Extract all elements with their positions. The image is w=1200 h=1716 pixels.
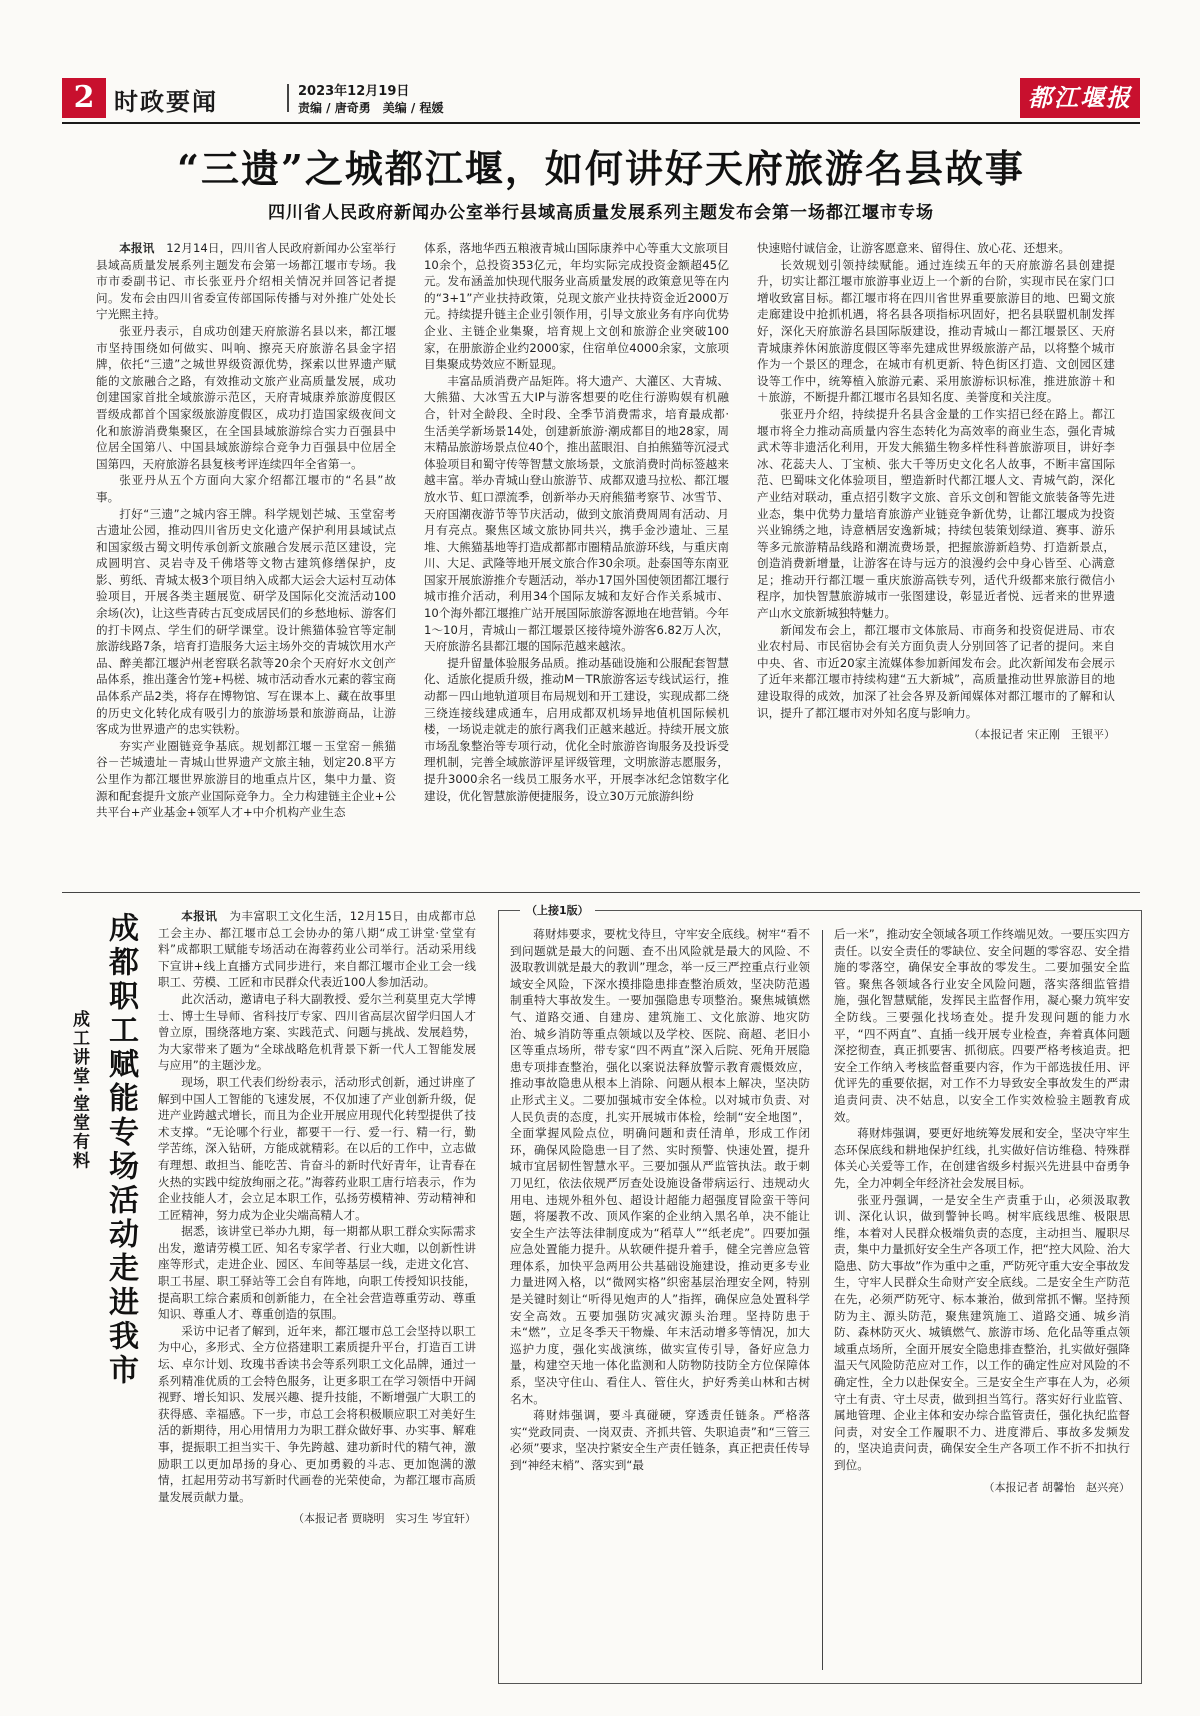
article1-column-3 <box>757 240 1115 886</box>
article3-paragraph: 后一米”，推动安全领域各项工作终端见效。一要压实四方责任。以安全责任的零缺位、安全问题的零容忍、安全措施的零落空，确保安全事故的零发生。二要加强安全监管。聚焦各领域各行业安全风险问题，落实落细监管措施，强化智慧赋能，发挥民主监督作用，凝心聚力筑牢安全防线。三要强化找场查处。提升发现问题的能力水平，“四不两直”、直插一线开展专业检查，奔着真体问题深挖彻查，真正抓要害、抓彻底。四要严格考核追责。把安全工作纳入考核监督重要内容，作为干部选拔任用、评优评先的重要依据，对工作不力导致安全事故发生的严肃追责问责、决不姑息，以安全工作实效检验主题教育成效。 <box>834 927 1130 1124</box>
section-name: 时政要闻 <box>114 88 218 116</box>
article2-body <box>158 908 476 1692</box>
article1-paragraph: 夯实产业圈链竞争基底。规划都江堰－玉堂窑－熊猫谷－芒城遗址－青城山世界遗产文旅主轴，划定20.8平方公里作为都江堰世界旅游目的地重点片区，集中力量、资源和配套提升文旅产业国际竞争力。全力构建链主企业+公共平台+产业基金+领军人才+中介机构产业生态 <box>96 738 396 820</box>
box-column-divider <box>822 930 823 1670</box>
section-divider <box>62 892 1140 893</box>
article2-paragraph: 据悉，该讲堂已举办九期，每一期都从职工群众实际需求出发，邀请劳模工匠、知名专家学者、行业大咖，以创新性讲座等形式，走进企业、园区、车间等基层一线，走进文化宫、职工书屋、职工驿站等工会自有阵地，向职工传授知识技能，提高职工综合素质和创新能力，在全社会营造尊重劳动、尊重知识、尊重人才、尊重创造的氛围。 <box>158 1224 476 1322</box>
article1-paragraph: 张亚丹从五个方面向大家介绍都江堰市的“名县”故事。 <box>96 473 396 504</box>
article1-column-1 <box>96 240 396 880</box>
article2-subheadline: 成工讲堂·堂堂有料 <box>69 1010 89 1171</box>
article3-paragraph: 蒋财炜强调，要斗真碰硬，穿透责任链条。严格落实“党政同责、一岗双责、齐抓共管、失职追责”和“三管三必须”要求，坚决拧紧安全生产责任链条，真正把责任传导到“神经末梢”、落实到“最 <box>510 1408 810 1472</box>
article1-paragraph: 丰富品质消费产品矩阵。将大遗产、大灌区、大青城、大熊猫、大冰雪五大IP与游客想要的吃住行游购娱有机融合，针对全龄段、全时段、全季节消费需求，培育最成都·生活美学新场景14处，创建新旅游·潮成都目的地28家，周末精品旅游场景点位40个，推出蓝眼泪、自拍熊猫等沉浸式体验项目和蜀守传等智慧文旅场景，文旅消费时尚标签越来越丰富。举办青城山登山旅游节、成都双遗马拉松、都江堰放水节、虹口漂流季，创新举办天府熊猫考察节、冰雪节、天府国潮夜游节等节庆活动，做到文旅消费周周有活动、月月有亮点。聚焦区域文旅协同共兴，携手金沙遗址、三星堆、大熊猫基地等打造成都都市圈精品旅游环线，与重庆南川、大足、武隆等地开展文旅合作30余项。赴泰国等东南亚国家开展旅游推介专题活动，举办17国外国使领团都江堰行城市推介活动，利用34个国际友城和友好合作关系城市、10个海外都江堰推广站开展国际旅游客源地在地营销。今年1～10月，青城山－都江堰景区接待境外游客6.82万人次，天府旅游名县都江堰的国际范越来越浓。 <box>424 373 729 654</box>
article1-paragraph: 新闻发布会上，都江堰市文体旅局、市商务和投资促进局、市农业农村局、市民宿协会有关方面负责人分别回答了记者的提问。来自中央、省、市近20家主流媒体参加新闻发布会。此次新闻发布会展示了近年来都江堰市持续构建“五大新城”，高质量推动世界旅游目的地建设取得的成效，加深了社会各界及新闻媒体对都江堰市的了解和认识，提升了都江堰市对外知名度与影响力。 <box>757 622 1115 720</box>
article1-paragraph: 长效规划引领持续赋能。通过连续五年的天府旅游名县创建提升，切实让都江堰市旅游事业迈上一个新的台阶，实现市民在家门口增收致富目标。都江堰市将在四川省世界重要旅游目的地、巴蜀文旅走廊建设中抢抓机遇，将名县各项指标巩固好，把名县联盟机制发挥好，深化天府旅游名县国际版建设，推动青城山－都江堰景区、天府青城康养休闲旅游度假区等率先建成世界级旅游产品，以将整个城市作为一个景区的理念，在城市有机更新、特色街区打造、文创园区建设等工作中，统筹植入旅游元素、采用旅游标识标准，推进旅游＋和＋旅游，不断提升都江堰市名县知名度、美誉度和关注度。 <box>757 257 1115 405</box>
article2-paragraph: 采访中记者了解到，近年来，都江堰市总工会坚持以职工为中心，多形式、全方位搭建职工素质提升平台，打造百工讲坛、卓尔计划、玫瑰书香读书会等系列职工文化品牌，通过一系列精准优质的工会特色服务，让更多职工在学习领悟中开阔视野、增长知识、发展兴趣、提升技能，不断增强广大职工的获得感、幸福感。下一步，市总工会将积极顺应职工对美好生活的新期待，用心用情用力为职工群众做好事、办实事、解难事，提振职工担当实干、争先跨越、建功新时代的精气神，激励职工以更加昂扬的身心、更加勇毅的斗志、更加饱满的激情，扛起用劳动书写新时代画卷的光荣使命，为都江堰市高质量发展贡献力量。 <box>158 1323 476 1504</box>
article2-paragraph: 此次活动，邀请电子科大副教授、爱尔兰利莫里克大学博士、博士生导师、省科技厅专家、四川省高层次留学归国人才曾立原，围绕落地方案、实践范式、问题与挑战、发展趋势，为大家带来了题为“全球战略危机背景下新一代人工智能发展与应用”的主题沙龙。 <box>158 991 476 1073</box>
article1-headline: “三遗”之城都江堰，如何讲好天府旅游名县故事 <box>177 146 1025 191</box>
article2-headline: 成都职工赋能专场活动走进我市 <box>103 912 138 1388</box>
continued-tag: （上接1版） <box>520 902 595 918</box>
lead-tag: 本报讯 <box>181 909 218 923</box>
article1-paragraph: 本报讯 12月14日，四川省人民政府新闻办公室举行县域高质量发展系列主题发布会第一场都江堰市专场。我市市委副书记、市长张亚丹介绍相关情况并回答记者提问。发布会由四川省委宣传部国际传播与对外推广处处长宁光熙主持。 <box>96 241 396 322</box>
header-rule <box>62 122 1140 124</box>
article1-paragraph: 张亚丹介绍，持续提升名县含金量的工作实招已经在路上。都江堰市将全力推动高质量内容生态转化为高效率的商业生态，强化青城武术等非遗活化利用，开发大熊猫生物多样性科普旅游项目，讲好李冰、花蕊夫人、丁宝桢、张大千等历史文化名人故事，不断丰富国际范、巴蜀味文化体验项目，塑造新时代都江堰人文、青城气韵，深化产业结对联动，重点招引数字文旅、音乐文创和智能文旅装备等先进业态，集中优势力量培育旅游产业链竞争新优势，让都江堰成为投资兴业锦绣之地，诗意栖居安逸新城；持续包装策划绿道、赛事、游乐等多元旅游精品线路和潮流费场景，把握旅游新趋势、打造新景点，创造消费新增量，让游客在诗与远方的浪漫约会中身心皆至、心满意足；推动开行都江堰－重庆旅游高铁专列，适代升级都来旅行微信小程序，加快智慧旅游城市一张图建设，彰显近者悦、远者来的世界遗产山水文旅新城独特魅力。 <box>757 406 1115 621</box>
article3-paragraph: 张亚丹强调，一是安全生产责重于山，必须汲取教训、深化认识，做到警钟长鸣。树牢底线思维、极限思维，本着对人民群众极端负责的态度，主动担当、履职尽责，集中力量抓好安全生产各项工作，把“控大风险、治大隐患、防大事故”作为重中之重，严防死守重大安全事故发生，守牢人民群众生命财产安全底线。二是安全生产防范在先，必须严防死守、标本兼治，做到常抓不懈。坚持预防为主、源头防范，聚焦建筑施工、道路交通、城乡消防、森林防灭火、城镇燃气、旅游市场、危化品等重点领域重点场所，全面开展安全隐患排查整治，扎实做好强降温天气风险防范应对工作，以工作的确定性应对风险的不确定性，全力以赴保安全。三是安全生产事在人为，必须守土有责、守土尽责，做到担当笃行。落实好行业监管、属地管理、企业主体和安办综合监管责任，强化执纪监督问责，对安全工作履职不力、进度滞后、事故多发频发的，坚决追责问责，确保安全生产各项工作不折不扣执行到位。 <box>834 1192 1130 1472</box>
lead-tag: 本报讯 <box>119 241 155 255</box>
article1-paragraph: 快速赔付诚信金，让游客愿意来、留得住、放心花、还想来。 <box>757 241 1071 255</box>
article1-paragraph: 体系，落地华西五粮液青城山国际康养中心等重大文旅项目10余个，总投资353亿元，年均实际完成投资金额超45亿元。发布涵盖加快现代服务业高质量发展的政策意见等在内的“3+1”产业扶持政策，兑现文旅产业扶持资金近2000万元。持续提升链主企业引领作用，引导文旅业务有序向优势企业、主链企业集聚，培育规上文创和旅游企业突破100家，在册旅游企业约2000家，住宿单位4000余家，文旅项目集聚成势效应不断显现。 <box>424 241 729 372</box>
article1-paragraph: 打好“三遗”之城内容王牌。科学规划芒城、玉堂窑考古遗址公园，推动四川省历史文化遗产保护利用县域试点和国家级古蜀文明传承创新文旅融合发展示范区建设，完成圆明宫、灵岩寺及千佛塔等文物古建筑修缮保护，皮影、剪纸、青城太极3个项目纳入成都大运会大运村互动体验项目，开展各类主题展览、研学及国际化交流活动100余场(次)，让这些青砖古瓦变成居民们的乡愁地标、游客们的打卡网点、学生们的研学课堂。设计熊猫体验官等定制旅游线路7条，培育打造服务大运主场外交的青城饮用水产品、醉美都江堰泸州老窖联名款等20余个天府好水文创产品体系，推出蓬舍竹笼+杩槎、城市活动香水元素的蓉宝商品体系产品2类，将存在博物馆、写在课本上、藏在故事里的历史文化转化成有吸引力的旅游场景和旅游商品，让游客成为世界遗产的忠实铁粉。 <box>96 506 396 737</box>
masthead-logo: 都江堰报 <box>1020 78 1140 118</box>
article2-byline: （本报记者 贾晓明 实习生 岑宜轩） <box>293 1512 476 1526</box>
article1-subheadline: 四川省人民政府新闻办公室举行县域高质量发展系列主题发布会第一场都江堰市专场 <box>268 203 934 223</box>
article3-paragraph: 蒋财炜强调，要更好地统筹发展和安全，坚决守牢生态环保底线和耕地保护红线，扎实做好信访维稳、特殊群体关心关爱等工作，在创建省级乡村振兴先进县中奋勇争先，全力冲刺全年经济社会发展目标。 <box>834 1126 1130 1190</box>
article1-paragraph: 张亚丹表示，自成功创建天府旅游名县以来，都江堰市坚持围绕如何做实、叫响、擦亮天府旅游名县金字招牌，依托“三遗”之城世界级资源优势，探索以世界遗产赋能的文旅融合之路，有效推动文旅产业高质量发展，成功创建国家首批全域旅游示范区，天府青城康养旅游度假区晋级成都首个国家级旅游度假区，成功打造国家级夜间文化和旅游消费集聚区，在全国县域旅游综合实力百强县中位居全国第八、中国县域旅游综合竞争力百强县中位居全国第四，天府旅游名县复核考评连续四年全省第一。 <box>96 323 396 471</box>
article3-column-2 <box>834 926 1130 1674</box>
article1-byline: （本报记者 宋正刚 王银平） <box>968 728 1115 742</box>
issue-date: 2023年12月19日 <box>298 84 410 99</box>
article2-paragraph: 本报讯 为丰富职工文化生活，12月15日，由成都市总工会主办、都江堰市总工会协办的第八期“成工讲堂·堂堂有料”成都职工赋能专场活动在海蓉药业公司举行。活动采用线下宣讲+线上直播方式同步进行，来自都江堰市企业工会一线职工、劳模、工匠和市民群众代表近100人参加活动。 <box>158 909 476 990</box>
article1-column-2 <box>424 240 729 880</box>
article3-paragraph: 蒋财炜要求，要枕戈待旦，守牢安全底线。树牢“看不到问题就是最大的问题、查不出风险就是最大的风险、不汲取教训就是最大的教训”理念，举一反三严控重点行业领域安全风险，下深水摸排隐患排查整治质效，坚决防范遏制重特大事故发生。一要加强隐患专项整治。聚焦城镇燃气、道路交通、自建房、建筑施工、文化旅游、地灾防治、城乡消防等重点领域以及学校、医院、商超、老旧小区等重点场所，带专家“四不两直”深入后院、死角开展隐患专项排查整治，强化以案说法释放警示教育震慑效应，推动事故隐患从根本上消除、问题从根本上解决，坚决防止形式主义。二要加强城市安全体检。以对城市负责、对人民负责的态度，扎实开展城市体检，绘制“安全地图”，全面掌握风险点位，明确问题和责任清单，形成工作闭环，确保风险隐患一目了然、实时预警、快速处置，提升城市宜居韧性智慧水平。三要加强从严监管执法。敢于刺刀见红，依法依规严厉查处设施设备带病运行、违规动火用电、违规外租外包、超设计超能力超强度冒险蛮干等问题，将屡教不改、顶风作案的企业纳入黑名单，决不能让安全生产法等法律制度成为“稻草人”“纸老虎”。四要加强应急处置能力提升。从软硬件提升着手，健全完善应急管理体系，加快平急两用公共基础设施建设，推动更多专业力量进网入格，以“微网实格”织密基层治理安全网，特别是关键时刻让“听得见炮声的人”指挥，确保应急处置科学安全高效。五要加强防灾减灾源头治理。坚持防患于未“燃”，立足冬季天干物燥、年末活动增多等情况，加大巡护力度，强化实战演练，做实宣传引导，备好应急力量，构建空天地一体化监测和人防物防技防全方位保障体系，坚决守住山、看住人、管住火，护好秀美山林和古树名木。 <box>510 927 810 1406</box>
header-separator <box>287 84 289 112</box>
article3-byline: （本报记者 胡馨怡 赵兴亮） <box>983 1480 1130 1494</box>
page-header <box>62 78 1140 120</box>
page-number: 2 <box>62 78 106 118</box>
editors-line: 责编 / 唐奇勇 美编 / 程媛 <box>298 101 444 115</box>
article3-column-1 <box>510 926 810 1674</box>
article1-paragraph: 提升留量体验服务品质。推动基础设施和公服配套智慧化、适旅化提质升级，推动M－TR旅游客运专线试运行，推动都－四山地轨道项目布局规划和开工建设，实现成都二绕三绕连接线建成通车，启用成都双机场异地值机国际候机楼，一场说走就走的旅行离我们正越来越近。持续开展文旅市场乱象整治等专项行动，优化全时旅游咨询服务及投诉受理机制，完善全域旅游评星评级管理，文明旅游志愿服务，提升3000余名一线员工服务水平，开展李冰纪念馆数字化建设，优化智慧旅游便捷服务，设立30万元旅游纠纷 <box>424 655 729 803</box>
article2-paragraph: 现场，职工代表们纷纷表示，活动形式创新，通过讲座了解到中国人工智能的飞速发展，不仅加速了产业创新升级，促进产业跨越式增长，而且为企业开展应用现代化转型提供了技术支撑。“无论哪个行业，都要干一行、爱一行、精一行，勤学苦练，深入钻研，方能成就精彩。在以后的工作中，立志做有理想、敢担当、能吃苦、肯奋斗的新时代好青年，让青春在火热的实践中绽放绚丽之花。”海蓉药业职工唐行培表示，作为企业技能人才，会立足本职工作，弘扬劳模精神、劳动精神和工匠精神，努力成为企业尖端高精人才。 <box>158 1074 476 1222</box>
